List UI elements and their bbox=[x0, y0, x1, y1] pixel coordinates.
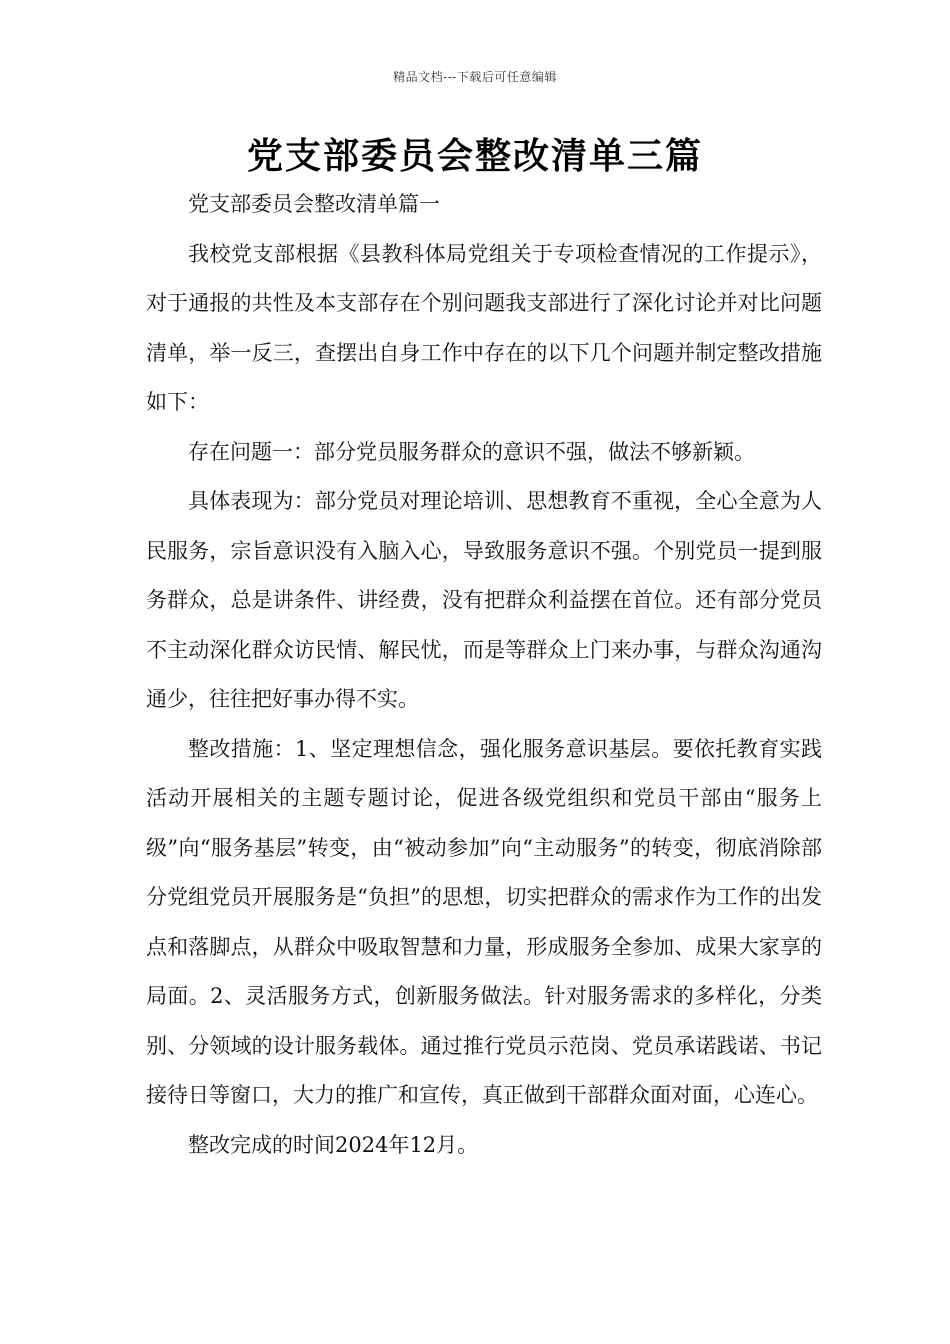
paragraph-measures: 整改措施：1、坚定理想信念，强化服务意识基层。要依托教育实践活动开展相关的主题专题讨论，促进各级党组织和党员干部由“服务上级”向“服务基层”转变，由“被动参加”向“主动服务”的转变，彻底消除部分党组党员开展服务是“负担”的思想，切实把群众的需求作为工作的出发点和落脚点，从群众中吸取智慧和力量，形成服务全参加、成果大家享的局面。2、灵活服务方式，创新服务做法。针对服务需求的多样化，分类别、分领域的设计服务载体。通过推行党员示范岗、党员承诺践诺、书记接待日等窗口，大力的推广和宣传，真正做到干部群众面对面，心连心。 bbox=[146, 736, 822, 1107]
document-title: 党支部委员会整改清单三篇 bbox=[246, 135, 703, 177]
paragraph-intro: 我校党支部根据《县教科体局党组关于专项检查情况的工作提示》，对于通报的共性及本支部存在个别问题我支部进行了深化讨论并对比问题清单，举一反三，查摆出自身工作中存在的以下几个问题并制定整改措施如下： bbox=[146, 241, 822, 414]
paragraph-problem: 存在问题一：部分党员服务群众的意识不强，做法不够新颖。 bbox=[188, 439, 755, 464]
header-note: 精品文档---下载后可任意编辑 bbox=[393, 70, 557, 84]
paragraph-details: 具体表现为：部分党员对理论培训、思想教育不重视，全心全意为人民服务，宗旨意识没有入脑入心，导致服务意识不强。个别党员一提到服务群众，总是讲条件、讲经费，没有把群众利益摆在首位。还有部分党员不主动深化群众访民情、解民忧，而是等群众上门来办事，与群众沟通沟通少，往往把好事办得不实。 bbox=[146, 489, 822, 711]
document-body bbox=[146, 180, 822, 1170]
section-heading: 党支部委员会整改清单篇一 bbox=[188, 192, 440, 216]
paragraph-deadline: 整改完成的时间2024年12月。 bbox=[188, 1132, 479, 1157]
